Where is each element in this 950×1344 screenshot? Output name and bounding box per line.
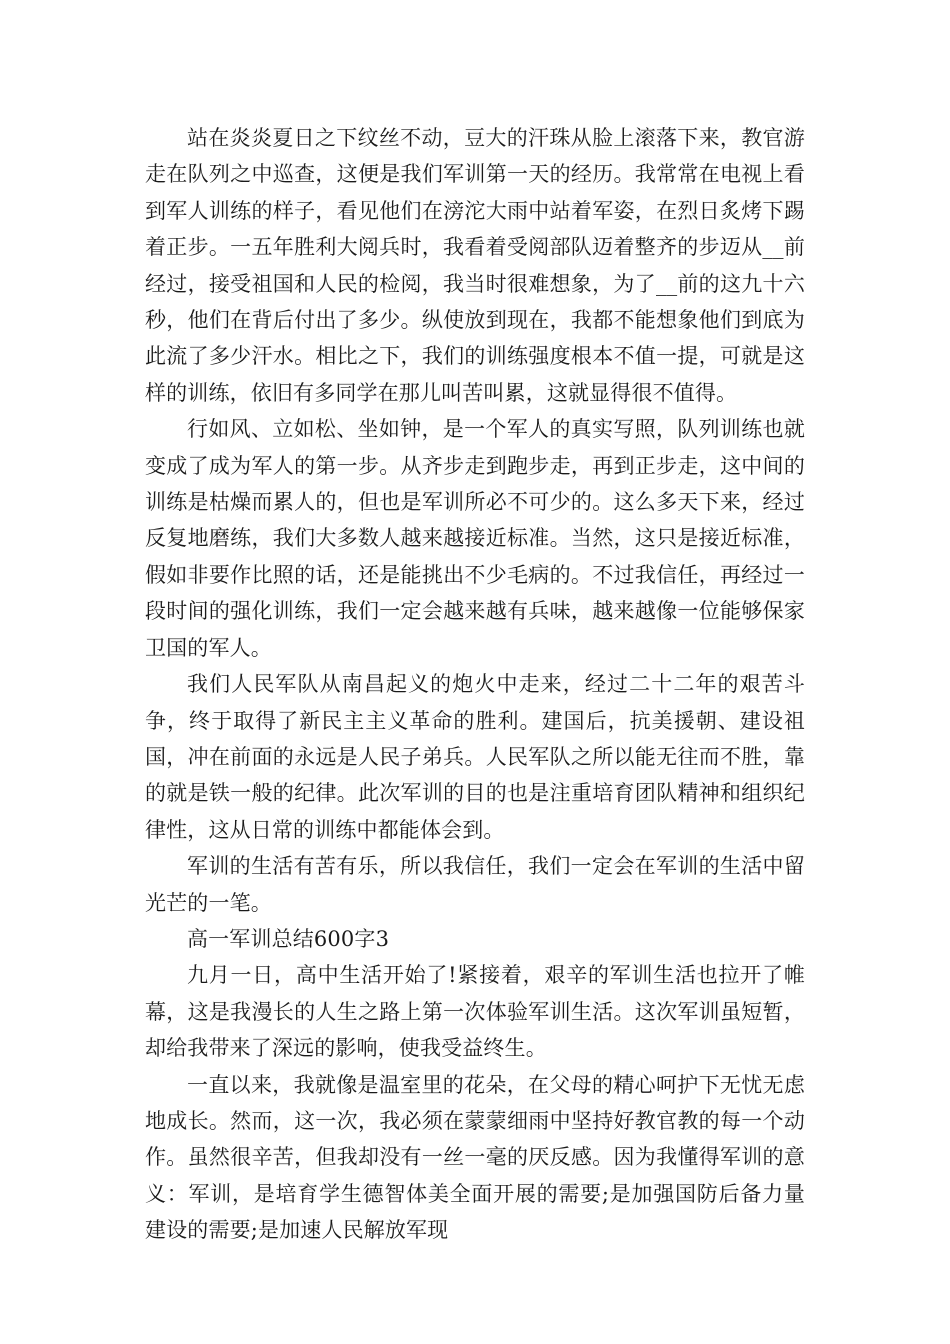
paragraph-conclusion: 军训的生活有苦有乐，所以我信任，我们一定会在军训的生活中留光芒的一笔。 [145,854,805,915]
paragraph-first-day: 站在炎炎夏日之下纹丝不动，豆大的汗珠从脸上滚落下来，教官游走在队列之中巡查，这便是我们军训第一天的经历。我常常在电视上看到军人训练的样子，看见他们在滂沱大雨中站着军姿，在烈日炙烤下踢着正步。一五年胜利大阅兵时，我看着受阅部队迈着整齐的步迈从__前经过，接受祖国和人民的检阅，我当时很难想象，为了__前的这九十六秒，他们在背后付出了多少。纵使放到现在，我都不能想象他们到底为此流了多少汗水。相比之下，我们的训练强度根本不值一提，可就是这样的训练，依旧有多同学在那儿叫苦叫累，这就显得很不值得。 [145,126,805,405]
paragraph-greenhouse-flower: 一直以来，我就像是温室里的花朵，在父母的精心呵护下无忧无虑地成长。然而，这一次，我必须在蒙蒙细雨中坚持好教官教的每一个动作。虽然很辛苦，但我却没有一丝一毫的厌反感。因为我懂得军训的意义：军训，是培育学生德智体美全面开展的需要;是加强国防后备力量建设的需要;是加速人民解放军现 [145,1072,805,1243]
paragraph-army-discipline: 我们人民军队从南昌起义的炮火中走来，经过二十二年的艰苦斗争，终于取得了新民主主义革命的胜利。建国后，抗美援朝、建设祖国，冲在前面的永远是人民子弟兵。人民军队之所以能无往而不胜，靠的就是铁一般的纪律。此次军训的目的也是注重培育团队精神和组织纪律性，这从日常的训练中都能体会到。 [145,672,805,842]
paragraph-september-first: 九月一日，高中生活开始了!紧接着，艰辛的军训生活也拉开了帷幕，这是我漫长的人生之路上第一次体验军训生活。这次军训虽短暂，却给我带来了深远的影响，使我受益终生。 [145,963,805,1061]
document-body [145,120,805,1249]
paragraph-drill-training: 行如风、立如松、坐如钟，是一个军人的真实写照，队列训练也就变成了成为军人的第一步。从齐步走到跑步走，再到正步走，这中间的训练是枯燥而累人的，但也是军训所必不可少的。这么多天下来，经过反复地磨练，我们大多数人越来越接近标准。当然，这只是接近标准，假如非要作比照的话，还是能挑出不少毛病的。不过我信任，再经过一段时间的强化训练，我们一定会越来越有兵味，越来越像一位能够保家卫国的军人。 [145,417,805,660]
section-heading: 高一军训总结600字3 [187,926,390,951]
